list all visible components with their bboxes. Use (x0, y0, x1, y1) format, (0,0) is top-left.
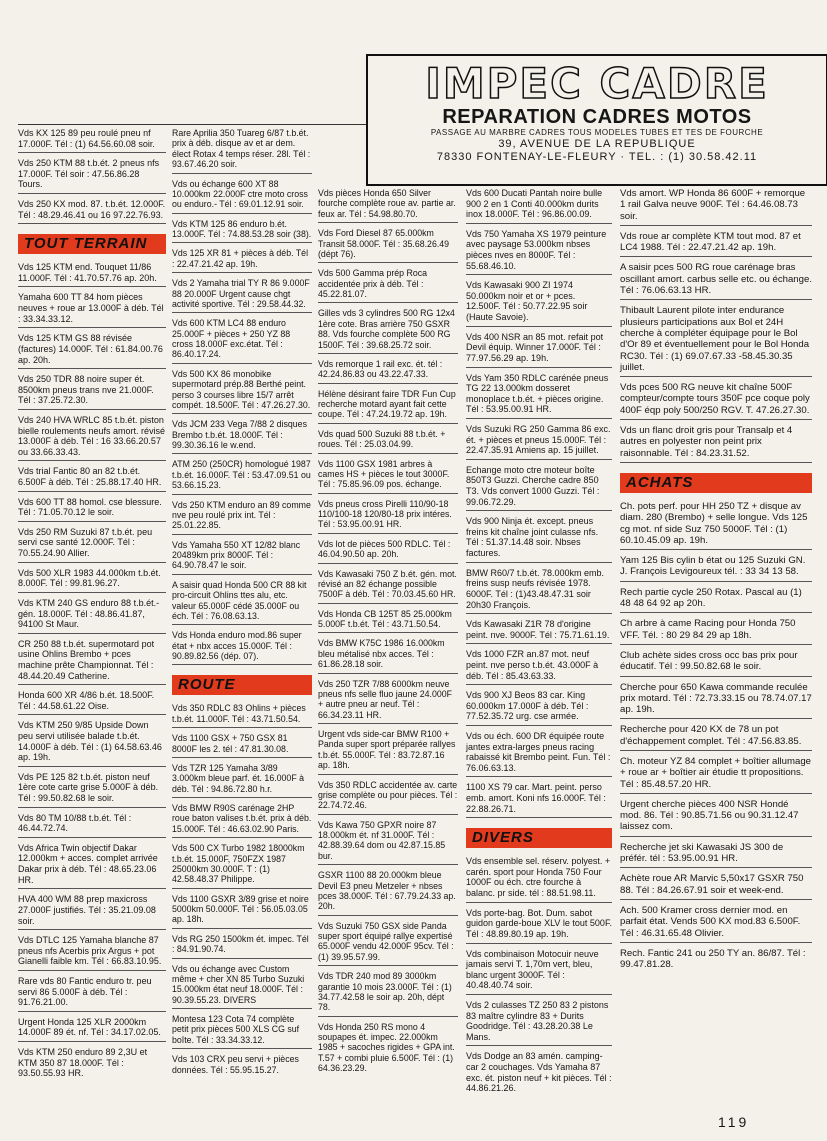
page-number: 119 (718, 1114, 750, 1130)
classified-ad: ATM 250 (250CR) homologué 1987 t.b.ét. 16.000F. Tél : 53.47.09.51 ou 53.66.15.23. (172, 457, 312, 494)
classified-ad: Vds 250 KTM 88 t.b.ét. 2 pneus nfs 17.000F. Tél soir : 47.56.86.28 Tours. (18, 156, 166, 194)
classified-ad: Vds BMW R90S carénage 2HP roue baton valises t.b.ét. prix à déb. 15.000F. Tél : 46.63.02.90 Paris. (172, 801, 312, 838)
classified-ad: Echange moto ctre moteur boîte 850T3 Guzzi. Cherche cadre 850 T3. Vds convert 1000 Guzzi. Tél : 99.06.72.29. (466, 463, 612, 511)
classified-ad: Vds KTM 125 86 enduro b.ét. 13.000F. Tél : 74.88.53.28 soir (38). (172, 217, 312, 244)
classified-ad: Vds 600 Ducati Pantah noire bulle 900 2 en 1 Conti 40.000km durits inox 18.000F. Tél : 96.86.00.09. (466, 186, 612, 224)
classified-ad: Rare vds 80 Fantic enduro tr. peu servi 86 5.000F à déb. Tél : 91.76.21.00. (18, 974, 166, 1012)
classified-ad: Vds 1000 FZR an.87 mot. neuf peint. nve perso t.b.ét. 43.000F à déb. Tél : 85.43.63.33. (466, 647, 612, 685)
classified-ad: Urgent Honda 125 XLR 2000km 14.000F 89 ét. nf. Tél : 34.17.02.05. (18, 1015, 166, 1042)
classified-ad: Vds ou échange avec Custom même + cher XN 85 Turbo Suzuki 15.000km état neuf 18.000F. Tél : 90.39.55.23. DIVERS (172, 962, 312, 1010)
classified-ad: Vds 500 CX Turbo 1982 18000km t.b.ét. 15.000F, 750FZX 1987 25000km 30.000F. T : (1) 42.58.48.37 Philippe. (172, 841, 312, 889)
classified-ad: Vds lot de pièces 500 RDLC. Tél : 46.04.90.50 ap. 20h. (318, 537, 458, 564)
classified-ad: Vds 400 NSR an 85 mot. refait pot Devil équip. Winner 17.000F. Tél : 77.97.56.29 ap. 19h. (466, 330, 612, 368)
classified-ad: Vds Honda CB 125T 85 25.000km 5.000F t.b.ét. Tél : 43.71.50.54. (318, 607, 458, 634)
classified-ad: Vds 1100 GSX 1981 arbres à cames HS + pièces le tout 3000F. Tél : 75.85.96.09 pos. échange. (318, 457, 458, 494)
classified-ad: BMW R60/7 t.b.ét. 78.000km emb. freins susp neufs révisée 1978. 6000F. Tél : (1)43.48.47.31 soir 20h30 François. (466, 566, 612, 614)
classified-ad: 1100 XS 79 car. Mart. peint. perso emb. amort. Koni nfs 16.000F. Tél : 22.88.26.71. (466, 780, 612, 818)
classified-ad: Vds 125 KTM GS 88 révisée (factures) 14.000F. Tél : 61.84.00.76 ap. 20h. (18, 331, 166, 369)
classified-ad: Rare Aprilia 350 Tuareg 6/87 t.b.ét. prix à déb. disque av et ar dem. élect Rotax 4 temps réser. 28l. Tél : 93.67.46.20 soir. (172, 126, 312, 174)
classified-ad: GSXR 1100 88 20.000km bleue Devil E3 pneu Metzeler + nbses pces 38.000F. Tél : 67.79.24.33 ap. 20h. (318, 868, 458, 916)
classified-ad: Vds Kawasaki 900 ZI 1974 50.000km noir et or + pces. 12.500F. Tél : 50.77.22.95 soir (Haute Savoie). (466, 278, 612, 326)
classified-ad: Recherche pour 420 KX de 78 un pot d'échappement complet. Tél : 47.56.83.85. (620, 722, 812, 751)
classified-ad: Vds KTM 250 enduro 89 2,3U et KTM 350 87 18.000F. Tél : 93.50.55.93 HR. (18, 1047, 148, 1079)
classified-ad: Vds PE 125 82 t.b.ét. piston neuf 1ère cote carte grise 5.000F à déb. Tél : 99.50.82.68 le soir. (18, 770, 166, 808)
classified-ad: Vds ou éch. 600 DR équipée route jantes extra-larges pneus racing rabaissé kit Brembo peint. Fun. Tél : 76.06.63.13. (466, 729, 612, 777)
classifieds-column-2 (172, 126, 312, 1081)
classified-ad: Vds combinaison Motocuir neuve jamais servi T. 1,70m vert, bleu, blanc urgent 3000F. Tél : 40.48.40.74 soir. (466, 947, 612, 995)
classified-ad: Vds 240 HVA WRLC 85 t.b.ét. piston bielle roulements neufs amort. révisé 13.000F à déb. Tél : 16 33.66.20.57 ou 33.66.33.43. (18, 413, 166, 461)
classified-ad: Vds 1100 GSXR 3/89 grise et noire 5000km 50.000F. Tél : 56.05.03.05 ap. 18h. (172, 892, 312, 929)
classified-ad: A saisir pces 500 RG roue carénage bras oscillant amort. carbus selle etc. ou échange. Tél : 76.06.63.13 HR. (620, 260, 812, 300)
classified-ad: Vds Kawasaki Z1R 78 d'origine peint. nve. 9000F. Tél : 75.71.61.19. (466, 617, 612, 644)
classified-ad: Vds TZR 125 Yamaha 3/89 3.000km bleue parf. ét. 16.000F à déb. Tél : 94.86.72.80 h.r. (172, 761, 312, 798)
classified-ad: Urgent cherche pièces 400 NSR Hondé mod. 86. Tél : 90.85.71.56 ou 90.31.12.47 laissez com. (620, 797, 812, 837)
classified-ad: Vds Dodge an 83 amén. camping-car 2 couchages. Vds Yamaha 87 exc. ét. piston neuf + kit pièces. Tél : 44.86.21.26. (466, 1051, 612, 1094)
classified-ad: Achète roue AR Marvic 5,50x17 GSXR 750 88. Tél : 84.26.67.91 soir et week-end. (620, 871, 812, 900)
classified-ad: Vds DTLC 125 Yamaha blanche 87 pneus nfs Acerbis prix Argus + pot Gianelli faible km. Tél : 66.83.10.95. (18, 933, 166, 971)
advert-subtitle: REPARATION CADRES MOTOS (442, 106, 752, 128)
classified-ad: Vds 500 KX 86 monobike supermotard prép.88 Berthé peint. perso 3 courses libre 15/7 arrêt compét. 18.500F. Tél : 47.26.27.30. (172, 367, 312, 415)
classified-ad: Club achète sides cross occ bas prix pour éducatif. Tél : 99.50.82.68 le soir. (620, 648, 812, 677)
classified-ad: Vds Kawa 750 GPXR noire 87 18.000km ét. nf 31.000F. Tél : 42.88.39.64 dom ou 42.87.15.85 bur. (318, 818, 458, 866)
advert-address-street: 39, AVENUE DE LA REPUBLIQUE (498, 138, 696, 150)
advert-address-city: 78330 FONTENAY-LE-FLEURY · TEL. : (1) 30.58.42.11 (436, 151, 758, 163)
section-heading: ROUTE (172, 675, 312, 695)
classified-ad: Vds Yamaha 550 XT 12/82 blanc 20489km prix 8000F. Tél : 64.90.78.47 le soir. (172, 538, 312, 575)
classified-ad: Ch arbre à came Racing pour Honda 750 VFF. Tél. : 80 29 84 29 ap 18h. (620, 616, 812, 645)
classified-ad: Vds 600 KTM LC4 88 enduro 25.000F + pièces + 250 YZ 88 cross 18.000F exc.état. Tél : 86.40.17.24. (172, 316, 312, 364)
classified-ad: Vds Honda enduro mod.86 super état + nbx acces 15.000F. Tél : 90.89.82.56 (dép. 07). (172, 628, 312, 665)
section-heading: ACHATS (620, 473, 812, 493)
classified-ad: Vds TDR 240 mod 89 3000km garantie 10 mois 23.000F. Tél : (1) 34.77.42.58 le soir ap. 20h, dépt 78. (318, 969, 458, 1017)
advert-tagline: PASSAGE AU MARBRE CADRES TOUS MODELES TUBES ET TES DE FOURCHE (430, 128, 764, 137)
classifieds-column-1 (18, 126, 166, 1085)
classified-ad: Vds pces 500 RG neuve kit chaîne 500F compteur/compte tours 350F pce coque poly 400F éqp poly 500/250 RGV. T. 47.26.27.30. (620, 380, 812, 420)
classifieds-column-4 (466, 186, 612, 1100)
classified-ad: Vds KTM 240 GS enduro 88 t.b.ét.-gén. 18.000F. Tél : 48.86.41.87, 94100 St Maur. (18, 596, 166, 634)
classifieds-column-5 (620, 186, 812, 976)
classified-ad: Vds quad 500 Suzuki 88 t.b.ét. + roues. Tél : 25.03.04.99. (318, 427, 458, 454)
classified-ad: Honda 600 XR 4/86 b.ét. 18.500F. Tél : 44.58.61.22 Oise. (18, 688, 166, 715)
classified-ad: Vds 350 RDLC accidentée av. carte grise complète ou pour pièces. Tél : 22.74.72.46. (318, 778, 458, 815)
classified-ad: Vds 125 KTM end. Touquet 11/86 11.000F. Tél : 41.70.57.76 ap. 20h. (18, 260, 166, 287)
classified-ad: Recherche jet ski Kawasaki JS 300 de préfér. tél : 53.95.00.91 HR. (620, 840, 812, 869)
advert-banner (366, 54, 827, 186)
classified-ad: Ch. moteur YZ 84 complet + boîtier allumage + roue ar + boîtier air étudie tt propositions. Tél : 85.48.57.20 HR. (620, 754, 812, 794)
classified-ad: Vds pièces Honda 650 Silver fourche complète roue av. partie ar. feux ar. Tél : 54.98.80.70. (318, 186, 458, 223)
classified-ad: Vds roue ar complète KTM tout mod. 87 et LC4 1988. Tél : 22.47.21.42 ap. 19h. (620, 229, 812, 258)
classified-ad: Vds 600 TT 88 homol. cse blessure. Tél : 71.05.70.12 le soir. (18, 495, 166, 522)
classified-ad: Ch. pots perf. pour HH 250 TZ + disque av diam. 280 (Brembo) + selle longue. Vds 125 cg mot. nf side Suz 750 5000F. Tél : (1) 60.10.45.09 ap. 19h. (620, 499, 812, 550)
classified-ad: Vds 103 CRX peu servi + pièces données. Tél : 55.95.15.27. (172, 1054, 299, 1075)
classified-ad: Vds 250 TDR 88 noire super ét. 8500km pneus trans nve 21.000F. Tél : 37.25.72.30. (18, 372, 166, 410)
classified-ad: CR 250 88 t.b.ét. supermotard pot usine Ohlins Brembo + pces machine prête Championnat. Tél : 48.44.20.49 Catherine. (18, 637, 166, 685)
classified-ad: Vds Africa Twin objectif Dakar 12.000km + acces. complet arrivée Dakar prix à déb. Tél : 48.65.23.06 HR. (18, 841, 166, 889)
classified-ad: Vds Suzuki RG 250 Gamma 86 exc. ét. + pièces et pneus 15.000F. Tél : 22.47.35.91 Amiens ap. 15 juillet. (466, 422, 612, 460)
classified-ad: Vds trial Fantic 80 an 82 t.b.ét. 6.500F à déb. Tél : 25.88.17.40 HR. (18, 464, 166, 491)
classified-ad: Vds 250 KTM enduro an 89 comme nve peu roulé prix int. Tél : 25.01.22.85. (172, 498, 312, 535)
classifieds-column-3 (318, 186, 458, 1080)
classified-ad: Vds Honda 250 RS mono 4 soupapes ét. impec. 22.000km 1985 + sacoches rigides + GPA int. T.57 + combi pluie 6.500F. Tél : (1) 64.36.23.29. (318, 1021, 455, 1074)
classified-ad: Thibault Laurent pilote inter endurance plusieurs participations aux Bol et 24H cherche à compléter équipage pour le Bol d'Or 89 et éventuellement pour le Bol Honda RC30. Tél : (1) 69.07.67.33 -58.45.30.35 juillet. (620, 303, 812, 377)
classified-ad: Vds Suzuki 750 GSX side Panda super sport équipé rallye expertisé 65.000F vendu 42.000F 95cv. Tél : (1) 39.95.57.99. (318, 919, 458, 967)
classified-ad: Vds 900 Ninja ét. except. pneus freins kit chaîne joint culasse nfs. Tél : 51.37.14.48 soir. Nbses factures. (466, 514, 612, 562)
classified-ad: Vds 350 RDLC 83 Ohlins + pièces t.b.ét. 11.000F. Tél : 43.71.50.54. (172, 701, 312, 728)
classified-ad: Vds Yam 350 RDLC carénée pneus TG 22 13.000km dosseret monoplace t.b.ét. + pièces origine. Tél : 53.95.00.91 HR. (466, 371, 612, 419)
classified-ad: Yam 125 Bis cylin b état ou 125 Suzuki GN. J. François Levigoureux tél. : 33 34 13 58. (620, 553, 812, 582)
classified-ad: Vds amort. WP Honda 86 600F + remorque 1 rail Galva neuve 900F. Tél : 64.46.08.73 soir. (620, 186, 812, 226)
classified-ad: Rech. Fantic 241 ou 250 TY an. 86/87. Tél : 99.47.81.28. (620, 947, 806, 971)
classified-ad: Vds 250 TZR 7/88 6000km neuve pneus nfs selle fluo jaune 24.000F + autre pneu ar neuf. Tél : 66.34.23.11 HR. (318, 677, 458, 725)
classified-ad: Vds 2 culasses TZ 250 83 2 pistons 83 maître cylindre 83 + Durits Goodridge. Tél : 43.28.20.38 Le Mans. (466, 998, 612, 1046)
header-rule (18, 124, 366, 125)
classified-ad: HVA 400 WM 88 prep maxicross 27.000F justifiés. Tél : 35.21.09.08 soir. (18, 892, 166, 930)
classified-ad: Ach. 500 Kramer cross dernier mod. en parfait état. Vends 500 KX mod.83 6.500F. Tél : 46.31.65.48 Olivier. (620, 903, 812, 943)
classified-ad: Vds ou échange 600 XT 88 10.000km 22.000F ctre moto cross ou enduro.- Tél : 69.01.12.91 soir. (172, 177, 312, 214)
classified-ad: Vds pneus cross Pirelli 110/90-18 110/100-18 120/80-18 prix intéres. Tél : 53.95.00.91 HR. (318, 497, 458, 534)
section-heading: TOUT TERRAIN (18, 234, 166, 254)
classified-ad: Vds 2 Yamaha trial TY R 86 9.000F 88 20.000F Urgent cause chgt activité sportive. Tél : 29.58.44.32. (172, 276, 312, 313)
classified-ad: Vds RG 250 1500km ét. impec. Tél : 84.91.90.74. (172, 932, 312, 959)
section-heading: DIVERS (466, 828, 612, 848)
classified-ad: Montesa 123 Cota 74 complète petit prix pièces 500 XLS CG suf boîte. Tél : 33.34.33.12. (172, 1012, 312, 1049)
classified-ad: Urgent vds side-car BMW R100 + Panda super sport préparée rallyes t.b.ét. 55.000F. Tél : 83.72.87.16 ap. 18h. (318, 727, 458, 775)
classified-ad: Vds 250 RM Suzuki 87 t.b.ét. peu servi cse santé 12.000F. Tél : 70.55.24.90 Allier. (18, 525, 166, 563)
classified-ad: Vds 500 XLR 1983 44.000km t.b.ét. 8.000F. Tél : 99.81.96.27. (18, 566, 166, 593)
classified-ad: Vds ensemble sel. réserv. polyest. + carén. sport pour Honda 750 Four 1000F ou éch. ctre fourche à balanc. pr side. tél : 88.51.98.11. (466, 854, 612, 902)
classified-ad: Vds 750 Yamaha XS 1979 peinture avec paysage 53.000km nbses pièces nves en 8000F. Tél : 55.68.46.10. (466, 227, 612, 275)
classified-ad: Vds porte-bag. Bot. Dum. sabot guidon garde-boue XLV le tout 500F. Tél : 48.89.80.19 ap. 19h. (466, 906, 612, 944)
classified-ad: Vds KX 125 89 peu roulé pneu nf 17.000F. Tél : (1) 64.56.60.08 soir. (18, 126, 166, 153)
classified-ad: Vds remorque 1 rail exc. ét. tél : 42.24.86.83 ou 43.22.47.33. (318, 357, 458, 384)
classified-ad: Vds 125 XR 81 + pièces à déb. Tél : 22.47.21.42 ap. 19h. (172, 246, 312, 273)
classified-ad: A saisir quad Honda 500 CR 88 kit pro-circuit Ohlins ttes alu, etc. valeur 65.000F cédé 35.000F ou éch. Tél : 76.08.63.13. (172, 578, 312, 626)
classified-ad: Vds JCM 233 Vega 7/88 2 disques Brembo t.b.ét. 18.000F. Tél : 99.30.36.16 le w.end. (172, 417, 312, 454)
classified-ad: Vds BMW K75C 1986 16.000km bleu métalisé nbx acces. Tél : 61.86.28.18 soir. (318, 636, 458, 673)
classified-ad: Vds 900 XJ Beos 83 car. King 60.000km 17.000F à déb. Tél : 77.52.35.72 urg. cse armée. (466, 688, 612, 726)
classified-ad: Rech partie cycle 250 Rotax. Pascal au (1) 48 48 64 92 ap 20h. (620, 585, 812, 614)
classified-ad: Vds 250 KX mod. 87. t.b.ét. 12.000F. Tél : 48.29.46.41 ou 16 97.22.76.93. (18, 197, 166, 224)
advert-logo: IMPEC CADRE (425, 59, 769, 108)
classified-ad: Yamaha 600 TT 84 hom pièces neuves + roue ar 13.000F à déb. Tél : 33.34.33.12. (18, 290, 166, 328)
classified-ad: Vds un flanc droit gris pour Transalp et 4 autres en polyester non peint prix raisonnable. Tél : 84.23.31.52. (620, 423, 812, 463)
classified-ad: Hélène désirant faire TDR Fun Cup recherche motard ayant fait cette coupe. Tél : 47.24.19.72 ap. 19h. (318, 387, 458, 424)
classified-ad: Vds KTM 250 9/85 Upside Down peu servi utilisée balade t.b.ét. 14.000F à déb. Tél : (1) 64.58.63.46 ap. 19h. (18, 718, 166, 766)
classified-ad: Vds Kawasaki 750 Z b.ét. gén. mot. révisé an 82 échange possible 7500F à déb. Tél : 70.03.45.60 HR. (318, 567, 458, 604)
classified-ad: Vds 1100 GSX + 750 GSX 81 8000F les 2. tél : 47.81.30.08. (172, 731, 312, 758)
classified-ad: Vds 80 TM 10/88 t.b.ét. Tél : 46.44.72.74. (18, 811, 166, 838)
classified-ad: Vds 500 Gamma prép Roca accidentée prix à déb. Tél : 45.22.81.07. (318, 266, 458, 303)
classified-ad: Cherche pour 650 Kawa commande reculée prix motard. Tél : 72.73.33.15 ou 78.74.07.17 ap. 19h. (620, 680, 812, 720)
classified-ad: Vds Ford Diesel 87 65.000km Transit 58.000F. Tél : 35.68.26.49 (dépt 76). (318, 226, 458, 263)
classified-ad: Gilles vds 3 cylindres 500 RG 12x4 1ère cote. Bras arrière 750 GSXR 88. Vds fourche complète 500 RG 1500F. Tél : 39.68.25.72 soir. (318, 306, 458, 354)
